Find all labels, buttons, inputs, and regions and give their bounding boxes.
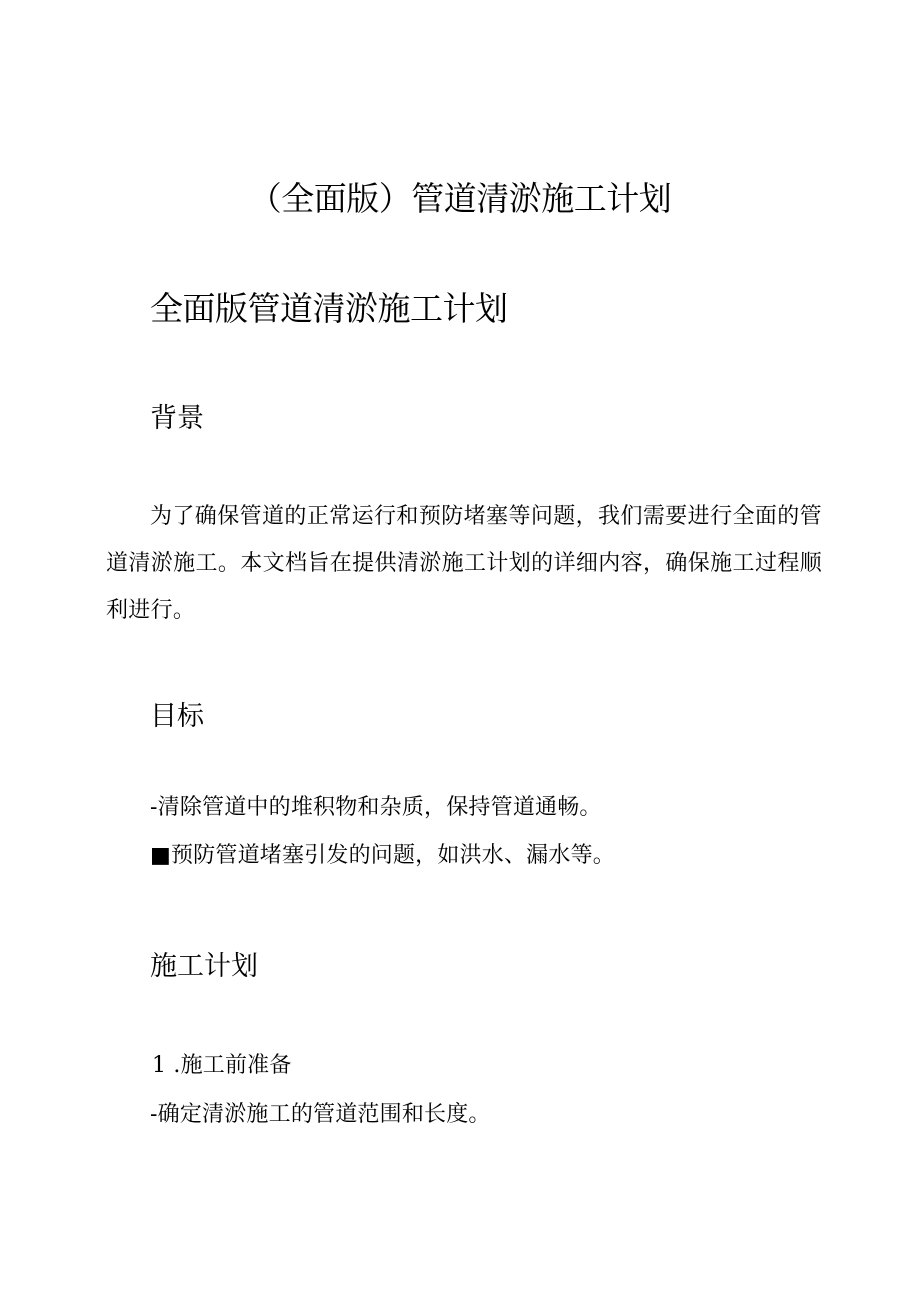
document-title: （全面版）管道清淤施工计划	[248, 179, 672, 218]
goal-item-1: -清除管道中的堆积物和杂质，保持管道通畅。	[150, 795, 602, 820]
goal-item-2: ■预防管道堵塞引发的问题，如洪水、漏水等。	[150, 843, 615, 868]
section-heading-goals: 目标	[150, 701, 204, 732]
section-heading-plan: 施工计划	[150, 951, 258, 982]
plan-item-1: 1 .施工前准备	[152, 1053, 292, 1078]
plan-item-2: -确定清淤施工的管道范围和长度。	[150, 1102, 491, 1127]
section-heading-background: 背景	[150, 403, 204, 434]
main-heading: 全面版管道清淤施工计划	[150, 289, 508, 328]
background-paragraph: 为了确保管道的正常运行和预防堵塞等问题，我们需要进行全面的管道清淤施工。本文档旨在提供清淤施工计划的详细内容，确保施工过程顺利进行。	[106, 504, 822, 623]
